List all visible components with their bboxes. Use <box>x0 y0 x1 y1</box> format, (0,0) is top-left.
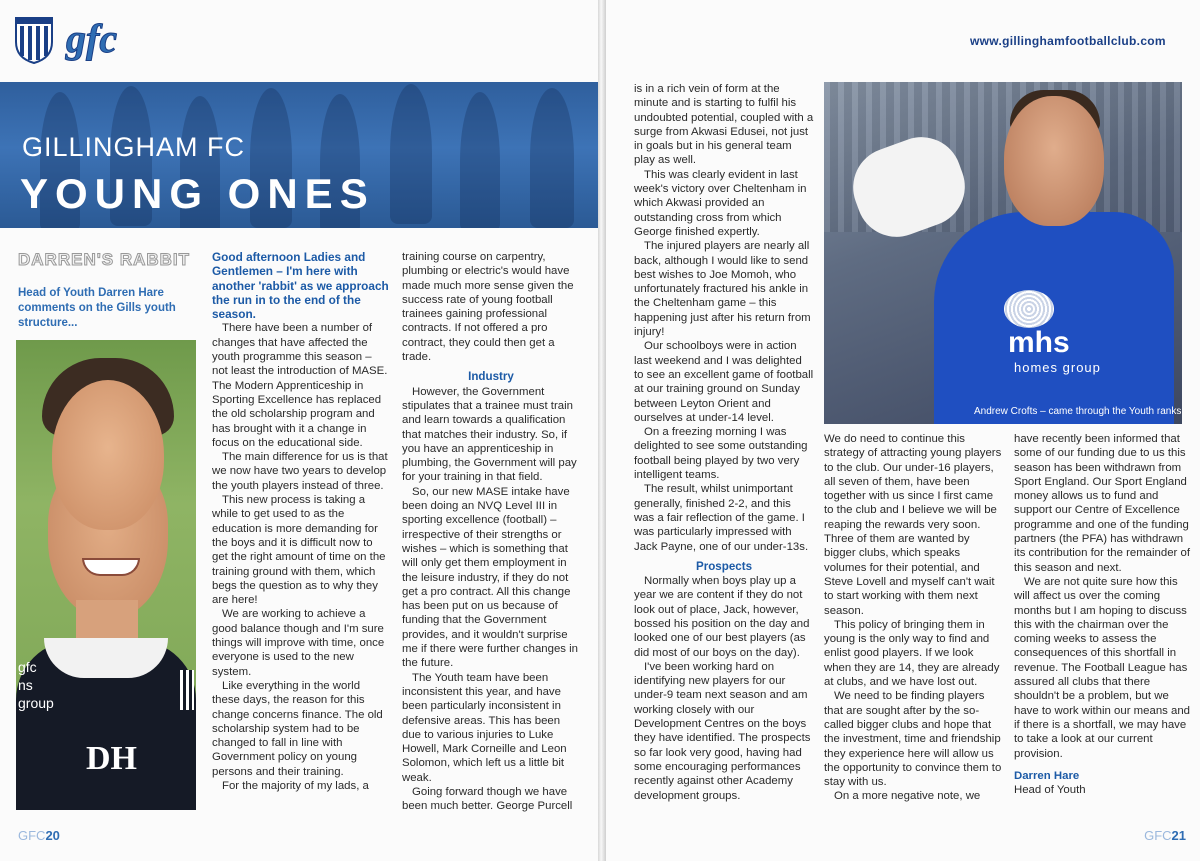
article-paragraph: This was clearly evident in last week's victory over Cheltenham in which Akwasi provided an outstanding cross from which George finished expertly. <box>634 168 807 238</box>
photo-caption: Andrew Crofts – came through the Youth ranks <box>974 406 1182 417</box>
article-paragraph: This new process is taking a while to get used to as the education is more demanding for the boys and it is difficult now to get the right amount of time on the training ground with them, which begs the question as to why they are here! <box>212 494 386 607</box>
article-paragraph: I've been working hard on identifying new players for our under-9 team next season and am working closely with our Development Centres on the boys they have identified. The prospects so far look very good, having had some encouraging performances recently against other Academy development groups. <box>634 660 811 802</box>
right-page <box>606 0 1200 861</box>
article-paragraph: training course on carpentry, plumbing or electric's would have made much more sense given the success rate of young football trainees gaining professional contracts. If not offered a pro contract, they could then get a trade. <box>402 251 574 364</box>
banner-title: YOUNG ONES <box>20 170 375 217</box>
left-page <box>0 0 598 861</box>
page-number-left: GFC20 <box>18 828 60 843</box>
article-column-5 <box>1014 432 1194 797</box>
gfc-logo-icon <box>62 8 142 64</box>
kit-sponsor-text: gfc ns group <box>18 659 54 711</box>
article-paragraph: Like everything in the world these days, the reason for this change concerns finance. The old scholarship system had to be changed to fall in line with Government policy on young persons and their training. <box>212 679 383 778</box>
article-paragraph: The result, whilst unimportant generally, finished 2-2, and this was a fair reflection of the game. I was particularly impressed with Jack Payne, one of our under-13s. <box>634 483 809 553</box>
article-paragraph: We are not quite sure how this will affect us over the coming months but I am hoping to discuss this with the chairman over the coming weeks to assess the consequences of this shortfall in revenue. The Football League has assured all clubs that there shouldn't be a problem, but we have to work within our means and if there is a shortfall, we may have to take a look at our current provision. <box>1014 575 1191 760</box>
andrew-crofts-photo <box>824 82 1182 424</box>
article-column-2 <box>402 250 580 814</box>
article-column-4 <box>824 432 1002 804</box>
shirt-sponsor-text: mhs <box>1008 326 1070 359</box>
article-paragraph: So, our new MASE intake have been doing an NVQ Level III in sporting excellence (football) – irrespective of their strengths or wishes – which is something that will only get them employment in the leisure industry, if they do not get a pro contract. All this change has been put on us because of funding that the Government provides, and it wouldn't surprise me if there were further changes in the future. <box>402 485 579 670</box>
website-url: www.gillinghamfootballclub.com <box>970 34 1166 48</box>
svg-text:gfc: gfc <box>66 16 118 61</box>
section-heading: Prospects <box>695 559 753 573</box>
article-paragraph: For the majority of my lads, a <box>222 779 369 792</box>
title-banner <box>0 82 598 228</box>
article-paragraph: This policy of bringing them in young is the only way to find and enlist good players. If we look when they are 14, they are already at clubs, and we have lost out. <box>824 618 1000 689</box>
article-column-1 <box>212 250 390 793</box>
author-role: Head of Youth <box>1014 784 1086 797</box>
article-paragraph: We are working to achieve a good balance though and I'm sure things will improve with time, once everyone is used to the new system. <box>212 608 385 678</box>
article-paragraph: have recently been informed that some of our funding due to us this season has been withdrawn from Sport England. Our Sport England money allows us to fund and support our Centre of Excellence programme and one of the funding partners (the PFA) has withdrawn its contribution for the remainder of this season and next. <box>1014 433 1191 574</box>
author-name: Darren Hare <box>1014 769 1080 782</box>
article-column-3 <box>634 82 814 803</box>
article-paragraph: The Youth team have been inconsistent this year, and have been particularly inconsistent in defensive areas. This has been due to various injuries to Luke Howell, Mark Corneille and Leon Solomon, which left us a little bit weak. <box>402 671 567 784</box>
article-paragraph: The main difference for us is that we now have two years to develop the youth players instead of three. <box>212 451 388 492</box>
article-paragraph: We need to be finding players that are sought after by the so-called bigger clubs and hope that the investment, time and friendship they experience here will allow us the opportunity to convince them to stay with us. <box>824 690 1002 789</box>
article-paragraph: The injured players are nearly all back, although I would like to send best wishes to Joe Momoh, who unfortunately fractured his ankle in the Cheltenham game – this happening just after his return from injury! <box>634 240 811 339</box>
article-paragraph: Our schoolboys were in action last weekend and I was delighted to see an excellent game of football at our training ground on Sunday between Leyton Orient and ourselves at under-14 level. <box>634 340 814 424</box>
club-crest-icon <box>14 12 54 64</box>
column-title: DARREN'S RABBIT <box>18 250 191 269</box>
kit-initials: DH <box>86 740 137 777</box>
article-paragraph: However, the Government stipulates that a trainee must train and learn towards a qualification that matches their industry. So, if you have an apprenticeship in plumbing, the Government will pay for your training in that field. <box>402 385 577 484</box>
article-paragraph: Going forward though we have been much better. George Purcell <box>402 785 573 813</box>
article-paragraph: On a freezing morning I was delighted to see some outstanding football being played by two very intelligent teams. <box>634 426 808 482</box>
section-heading: Industry <box>468 370 514 384</box>
article-paragraph: Normally when boys play up a year we are content if they do not look out of place, Jack, however, bossed his position on the day and looked one of our best players (as did most of our boys on the day). <box>634 575 810 659</box>
shirt-sponsor-subtext: homes group <box>1014 360 1101 375</box>
article-paragraph: On a more negative note, we <box>834 790 981 803</box>
article-paragraph: We do need to continue this strategy of attracting young players to the club. Our under-16 players, all seven of them, have been together with us since I first came to the club and I believe we will be reaping the rewards very soon. Three of them are wanted by bigger clubs, which speaks volumes for their potential, and Steve Lovell and myself can't wait to start working with them next season. <box>824 433 1002 617</box>
standfirst: Head of Youth Darren Hare comments on the Gills youth structure... <box>18 287 176 329</box>
article-paragraph: There have been a number of changes that have affected the youth programme this season – not least the introduction of MASE. The Modern Apprenticeship in Sporting Excellence has replaced the old scholarship program and has brought with it a change in focus on the educational side. <box>212 322 388 449</box>
page-number-right: GFC21 <box>1144 828 1186 843</box>
magazine-spine <box>598 0 606 861</box>
article-lead: Good afternoon Ladies and Gentlemen – I'm here with another 'rabbit' as we approach the run in to the end of the season. <box>212 250 389 322</box>
banner-subtitle: GILLINGHAM FC <box>22 132 246 162</box>
darren-hare-photo <box>16 340 196 810</box>
article-paragraph: is in a rich vein of form at the minute and is starting to fulfil his undoubted potential, coupled with a surge from Akwasi Edusei, not just in goals but in his general team play as well. <box>634 83 814 167</box>
